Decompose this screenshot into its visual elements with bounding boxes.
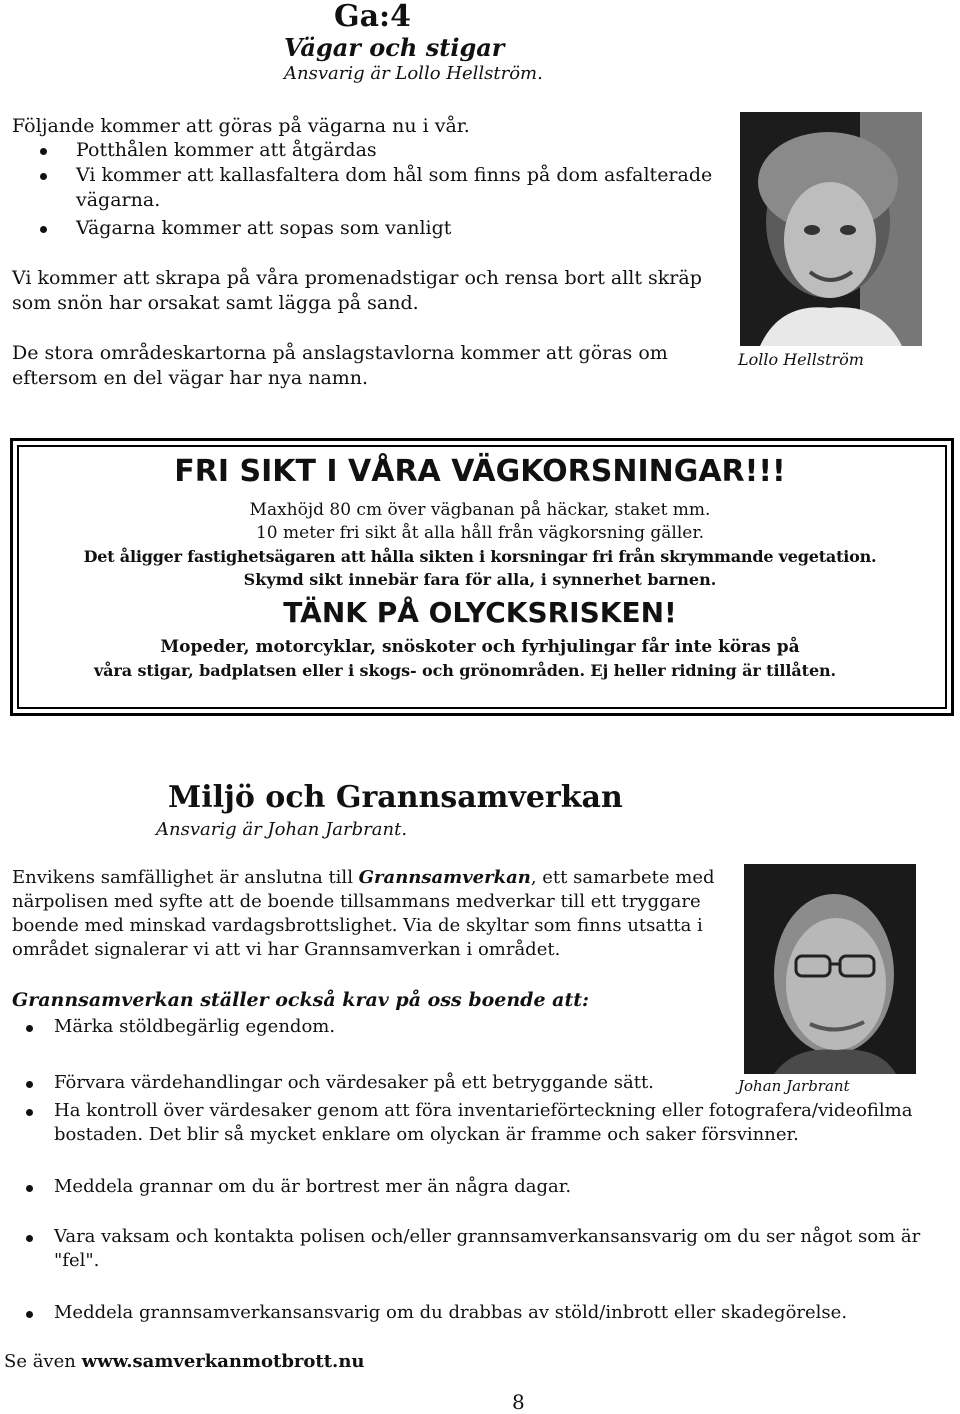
list-item: Förvara värdehandlingar och värdesaker på ett betryggande sätt. — [0, 1071, 694, 1095]
list-item: Potthålen kommer att åtgärdas — [14, 138, 734, 163]
section2-title: Miljö och Grannsamverkan — [168, 780, 623, 815]
intro-text-after: , ett samarbete med närpolisen med syfte att de boende tillsammans medverkar till ett tryggare boende med minskad vardagsbrottslighet. Via de skyltar som finns utsatta i området signalerar vi att vi har Grannsamverkan i området. — [12, 867, 715, 960]
requirements-bullet-list — [0, 1015, 950, 1325]
list-item: Märka stöldbegärlig egendom. — [0, 1015, 950, 1039]
roads-paragraph-maps: De stora områdeskartorna på anslagstavlorna kommer att göras om eftersom en del vägar har nya namn. — [12, 342, 668, 389]
roads-bullet-list — [14, 138, 734, 241]
list-item: Meddela grannsamverkansansvarig om du drabbas av stöld/inbrott eller skadegörelse. — [0, 1301, 950, 1325]
photo-caption-lollo: Lollo Hellström — [738, 350, 864, 369]
notice-line-owner-duty: Det åligger fastighetsägaren att hålla sikten i korsningar fri från skrymmande vegetation. — [83, 547, 877, 566]
notice-line-visibility: 10 meter fri sikt åt alla håll från vägkorsning gäller. — [255, 523, 705, 543]
section2-responsible: Ansvarig är Johan Jarbrant. — [156, 819, 408, 840]
section-responsible: Ansvarig är Lollo Hellström. — [284, 63, 543, 84]
photo-caption-johan: Johan Jarbrant — [738, 1077, 850, 1095]
notice-line-height-limit: Maxhöjd 80 cm över vägbanan på häckar, staket mm. — [249, 500, 711, 520]
roads-intro: Följande kommer att göras på vägarna nu i vår. — [12, 115, 470, 137]
page-number: 8 — [512, 1390, 525, 1414]
roads-paragraph-paths: Vi kommer att skrapa på våra promenadstigar och rensa bort allt skräp som snön har orsakat samt lägga på sand. — [12, 267, 702, 314]
intro-text-before: Envikens samfällighet är anslutna till — [12, 867, 359, 888]
portrait-image — [740, 112, 922, 346]
list-item: Ha kontroll över värdesaker genom att föra inventarieförteckning eller fotografera/videofilma bostaden. Det blir så mycket enklare om olyckan är framme och saker försvinner. — [0, 1099, 950, 1147]
notice-heading-risk: TÄNK PÅ OLYCKSRISKEN! — [283, 596, 677, 629]
section2-intro — [12, 866, 724, 962]
section-title: Vägar och stigar — [284, 33, 505, 62]
list-item: Vi kommer att kallasfaltera dom hål som finns på dom asfalterade vägarna. — [14, 163, 734, 213]
section-code: Ga:4 — [334, 0, 412, 34]
notice-line-areas: våra stigar, badplatsen eller i skogs- och grönområden. Ej heller ridning är tillåten. — [93, 661, 837, 680]
notice-line-vehicles: Mopeder, motorcyklar, snöskoter och fyrhjulingar får inte köras på — [160, 637, 800, 657]
list-item: Vara vaksam och kontakta polisen och/eller grannsamverkansansvarig om du ser något som är "fel". — [0, 1225, 950, 1273]
intro-emphasis: Grannsamverkan — [358, 867, 531, 888]
see-also-line — [4, 1350, 365, 1374]
list-item: Vägarna kommer att sopas som vanligt — [14, 216, 734, 241]
see-also-link[interactable]: www.samverkanmotbrott.nu — [81, 1351, 365, 1372]
notice-line-danger: Skymd sikt innebär fara för alla, i synnerhet barnen. — [243, 570, 717, 589]
notice-heading: FRI SIKT I VÅRA VÄGKORSNINGAR!!! — [174, 454, 786, 489]
list-item: Meddela grannar om du är bortrest mer än några dagar. — [0, 1175, 950, 1199]
requirements-heading: Grannsamverkan ställer också krav på oss boende att: — [12, 989, 590, 1011]
see-also-prefix: Se även — [4, 1351, 82, 1372]
portrait-photo-lollo — [740, 112, 922, 346]
